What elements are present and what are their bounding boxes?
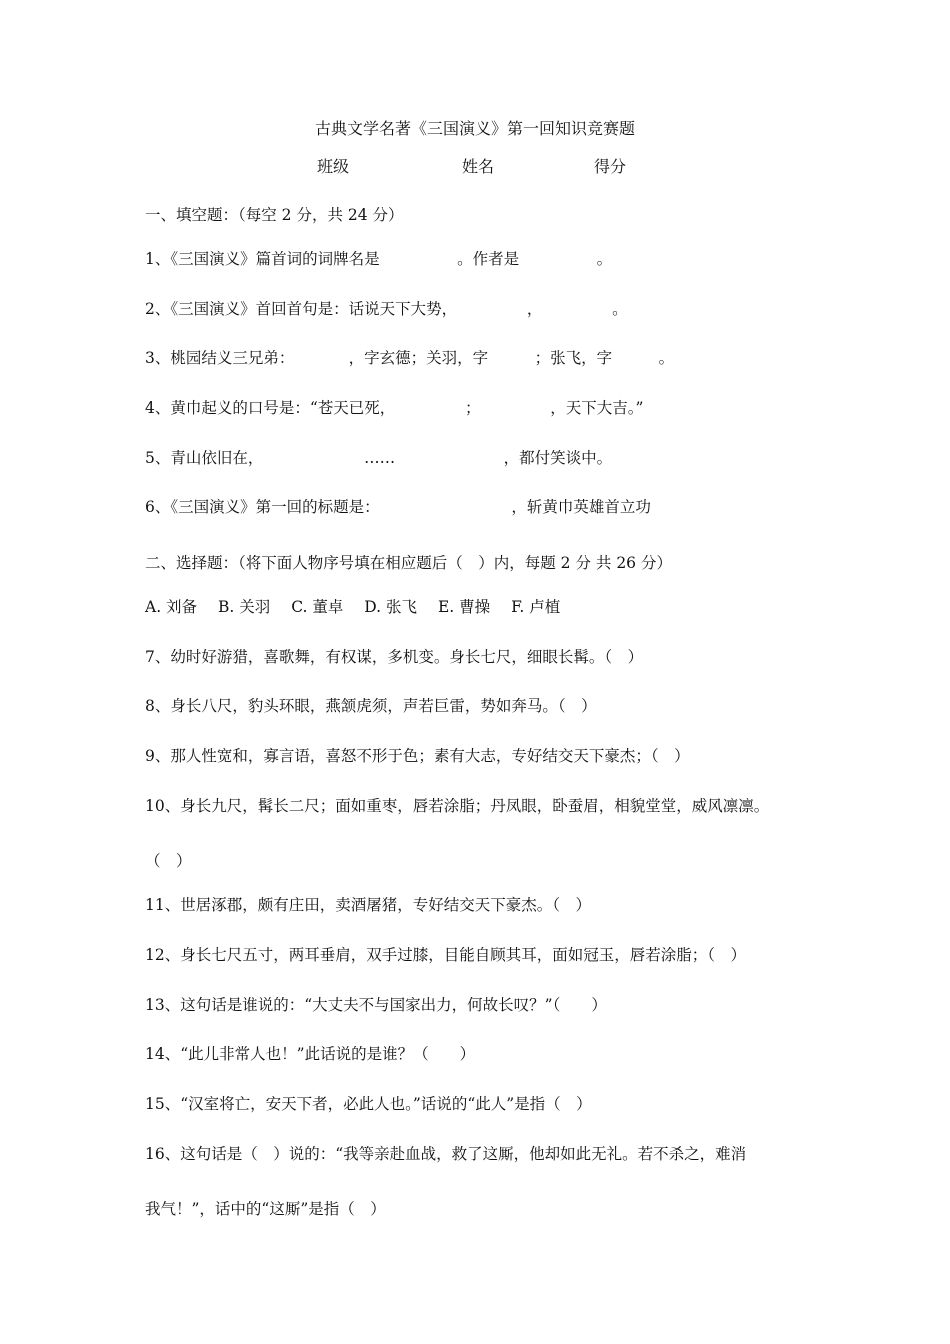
choice-question-10-bracket: （ ） <box>145 852 192 870</box>
option-e: E. 曹操 <box>437 598 491 616</box>
option-c: C. 董卓 <box>291 598 344 616</box>
choice-question-12: 12、身长七尺五寸，两耳垂肩，双手过膝，目能自顾其耳，面如冠玉，唇若涂脂；（ ） <box>145 946 746 964</box>
fill-question-5: 5、青山依旧在， …… ，都付笑谈中。 <box>145 449 613 467</box>
fill-question-3: 3、桃园结义三兄弟： ，字玄德；关羽，字 ；张飞，字 。 <box>145 349 675 367</box>
choice-question-8: 8、身长八尺，豹头环眼，燕颔虎须，声若巨雷，势如奔马。（ ） <box>145 697 597 715</box>
choice-question-10: 10、身长九尺，髯长二尺；面如重枣，唇若涂脂；丹凤眼，卧蚕眉，相貌堂堂，威风凛凛。 <box>145 797 770 815</box>
option-a: A. 刘备 <box>145 598 198 616</box>
section2-heading: 二、选择题：（将下面人物序号填在相应题后（ ）内，每题 2 分 共 26 分） <box>145 554 672 572</box>
choice-question-9: 9、那人性宽和，寡言语，喜怒不形于色；素有大志，专好结交天下豪杰；（ ） <box>145 747 690 765</box>
choice-question-7: 7、幼时好游猎，喜歌舞，有权谋，多机变。身长七尺，细眼长髯。（ ） <box>145 648 644 666</box>
section1-heading: 一、填空题：（每空 2 分，共 24 分） <box>145 206 404 224</box>
option-d: D. 张飞 <box>364 598 418 616</box>
choice-question-16-cont: 我气！”，话中的“这厮”是指（ ） <box>145 1200 386 1218</box>
name-label: 姓名 <box>462 157 495 176</box>
choice-question-13: 13、这句话是谁说的：“大丈夫不与国家出力，何故长叹？”（ ） <box>145 996 607 1014</box>
choice-question-15: 15、“汉室将亡，安天下者，必此人也。”话说的“此人”是指（ ） <box>145 1095 592 1113</box>
choice-options <box>145 597 576 617</box>
option-b: B. 关羽 <box>218 598 271 616</box>
choice-question-16: 16、这句话是（ ）说的：“我等亲赴血战，救了这厮，他却如此无礼。若不杀之，难消 <box>145 1145 747 1163</box>
fill-question-1: 1、《三国演义》篇首词的词牌名是 。作者是 。 <box>145 250 613 268</box>
page-title: 古典文学名著《三国演义》第一回知识竞赛题 <box>314 119 635 138</box>
score-label: 得分 <box>594 157 627 176</box>
choice-question-11: 11、世居涿郡，颇有庄田，卖酒屠猪，专好结交天下豪杰。（ ） <box>145 896 591 914</box>
option-f: F. 卢植 <box>511 598 561 616</box>
fill-question-6: 6、《三国演义》第一回的标题是： ，斩黄巾英雄首立功 <box>145 498 651 516</box>
choice-question-14: 14、“此儿非常人也！”此话说的是谁？（ ） <box>145 1045 476 1063</box>
fill-question-2: 2、《三国演义》首回首句是：话说天下大势， ， 。 <box>145 300 628 318</box>
fill-question-4: 4、黄巾起义的口号是：“苍天已死， ； ，天下大吉。” <box>145 399 644 417</box>
class-label: 班级 <box>317 157 350 176</box>
